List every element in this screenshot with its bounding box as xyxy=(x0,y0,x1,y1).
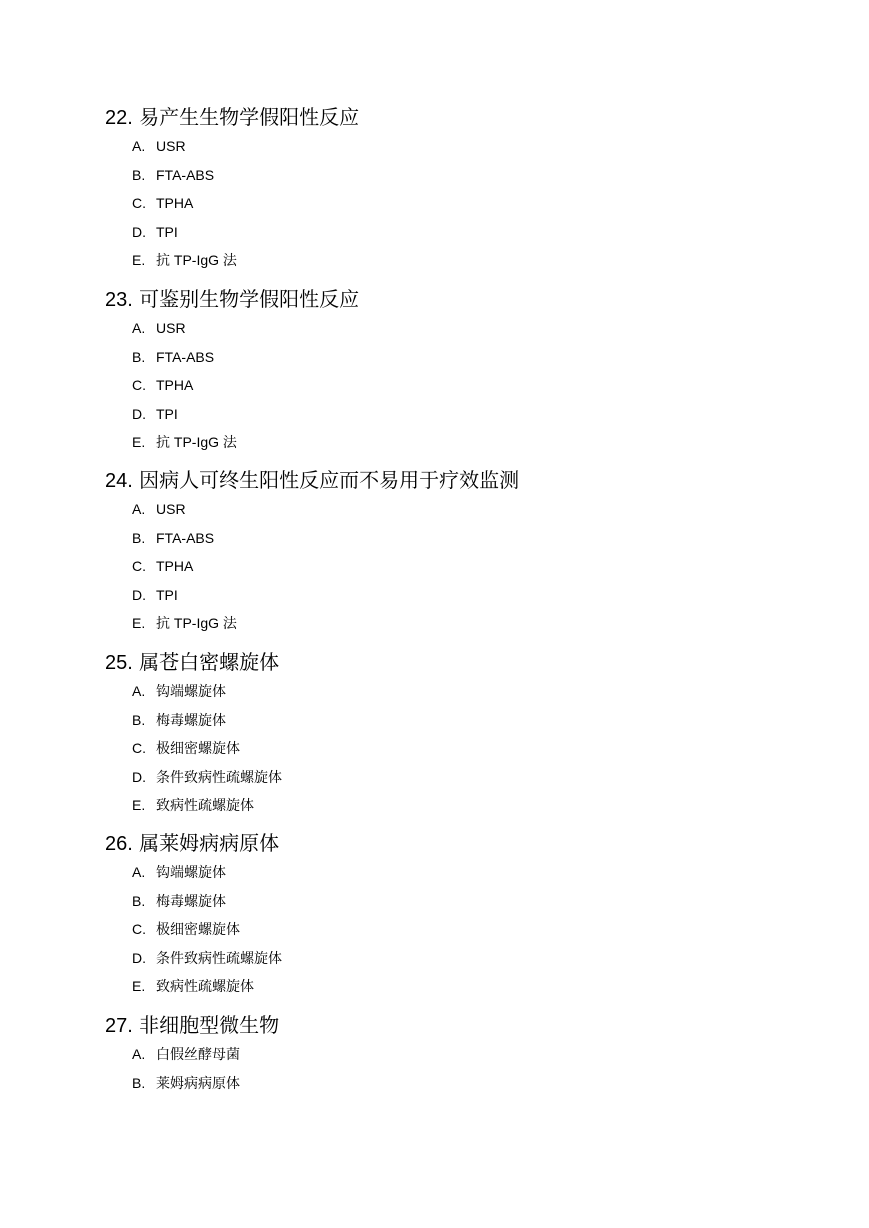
question-number: 25. xyxy=(105,652,133,674)
option-letter: A. xyxy=(132,501,146,517)
option-letter: A. xyxy=(132,138,146,154)
option-letter: B. xyxy=(132,348,146,365)
option-letter: B. xyxy=(132,166,146,183)
option-a xyxy=(132,858,282,887)
question-number: 26. xyxy=(105,833,133,855)
option-text: 条件致病性疏螺旋体 xyxy=(156,768,282,785)
option-d xyxy=(132,400,237,429)
option-text: 致病性疏螺旋体 xyxy=(156,797,254,813)
option-text: TPI xyxy=(156,586,178,603)
option-text: USR xyxy=(156,320,186,336)
question-27 xyxy=(105,1012,805,1091)
option-d xyxy=(132,218,237,247)
option-letter: A. xyxy=(132,320,146,336)
option-letter: C. xyxy=(132,740,146,756)
option-text: TPHA xyxy=(156,195,194,211)
question-26 xyxy=(105,830,805,994)
question-text: 可鉴别生物学假阳性反应 xyxy=(139,287,360,311)
option-text: FTA-ABS xyxy=(156,166,215,183)
option-letter: C. xyxy=(132,377,146,393)
option-text: 梅毒螺旋体 xyxy=(156,711,226,728)
option-b xyxy=(132,343,237,372)
question-24 xyxy=(105,467,805,631)
option-letter: D. xyxy=(132,223,146,240)
option-text: TPI xyxy=(156,405,178,422)
option-letter: D. xyxy=(132,768,146,785)
option-letter: D. xyxy=(132,405,146,422)
option-letter: D. xyxy=(132,949,146,966)
option-d xyxy=(132,944,282,973)
option-e xyxy=(132,609,237,638)
question-number: 22. xyxy=(105,107,133,129)
option-text: FTA-ABS xyxy=(156,529,215,546)
option-b xyxy=(132,524,237,553)
option-letter: E. xyxy=(132,797,146,813)
option-c xyxy=(132,371,237,400)
option-d xyxy=(132,581,237,610)
option-b xyxy=(132,161,237,190)
option-letter: A. xyxy=(132,864,146,880)
question-22 xyxy=(105,104,805,268)
option-letter: B. xyxy=(132,711,146,728)
option-text: 抗 TP-IgG 法 xyxy=(156,615,237,631)
question-text: 因病人可终生阳性反应而不易用于疗效监测 xyxy=(139,468,520,492)
option-list xyxy=(132,314,237,457)
option-text: 梅毒螺旋体 xyxy=(156,892,226,909)
option-text: 抗 TP-IgG 法 xyxy=(156,252,237,268)
option-text: 极细密螺旋体 xyxy=(156,921,240,937)
question-23 xyxy=(105,286,805,450)
option-letter: E. xyxy=(132,252,146,268)
question-title xyxy=(105,104,805,130)
option-list xyxy=(132,677,282,820)
question-25 xyxy=(105,649,805,813)
question-title xyxy=(105,830,805,856)
option-e xyxy=(132,428,237,457)
option-text: 致病性疏螺旋体 xyxy=(156,978,254,994)
option-letter: D. xyxy=(132,586,146,603)
question-number: 24. xyxy=(105,470,133,492)
question-number: 27. xyxy=(105,1015,133,1037)
option-a xyxy=(132,1040,240,1069)
option-c xyxy=(132,189,237,218)
option-letter: C. xyxy=(132,558,146,574)
question-title xyxy=(105,467,805,493)
option-letter: E. xyxy=(132,434,146,450)
option-a xyxy=(132,132,237,161)
option-list xyxy=(132,1040,240,1097)
option-letter: A. xyxy=(132,1046,146,1062)
question-text: 属莱姆病病原体 xyxy=(139,831,280,855)
option-letter: B. xyxy=(132,529,146,546)
question-number: 23. xyxy=(105,289,133,311)
option-letter: C. xyxy=(132,921,146,937)
option-list xyxy=(132,858,282,1001)
option-text: TPI xyxy=(156,223,178,240)
option-e xyxy=(132,791,282,820)
option-text: 极细密螺旋体 xyxy=(156,740,240,756)
option-a xyxy=(132,495,237,524)
question-text: 非细胞型微生物 xyxy=(139,1013,280,1037)
option-letter: B. xyxy=(132,892,146,909)
option-list xyxy=(132,495,237,638)
option-a xyxy=(132,677,282,706)
option-text: 抗 TP-IgG 法 xyxy=(156,434,237,450)
option-text: 条件致病性疏螺旋体 xyxy=(156,949,282,966)
option-c xyxy=(132,734,282,763)
option-text: USR xyxy=(156,138,186,154)
option-letter: B. xyxy=(132,1074,146,1091)
option-letter: E. xyxy=(132,615,146,631)
option-c xyxy=(132,915,282,944)
option-b xyxy=(132,887,282,916)
question-title xyxy=(105,649,805,675)
option-letter: C. xyxy=(132,195,146,211)
question-text: 属苍白密螺旋体 xyxy=(139,650,280,674)
option-text: 钩端螺旋体 xyxy=(156,864,226,880)
option-text: 白假丝酵母菌 xyxy=(156,1046,240,1062)
option-d xyxy=(132,763,282,792)
option-b xyxy=(132,706,282,735)
option-a xyxy=(132,314,237,343)
option-text: USR xyxy=(156,501,186,517)
option-text: TPHA xyxy=(156,558,194,574)
option-text: TPHA xyxy=(156,377,194,393)
question-text: 易产生生物学假阳性反应 xyxy=(139,105,360,129)
option-letter: E. xyxy=(132,978,146,994)
question-title xyxy=(105,286,805,312)
option-b xyxy=(132,1069,240,1098)
option-text: FTA-ABS xyxy=(156,348,215,365)
option-e xyxy=(132,972,282,1001)
option-list xyxy=(132,132,237,275)
option-text: 钩端螺旋体 xyxy=(156,683,226,699)
question-title xyxy=(105,1012,805,1038)
option-e xyxy=(132,246,237,275)
option-c xyxy=(132,552,237,581)
option-letter: A. xyxy=(132,683,146,699)
option-text: 莱姆病病原体 xyxy=(156,1074,240,1091)
